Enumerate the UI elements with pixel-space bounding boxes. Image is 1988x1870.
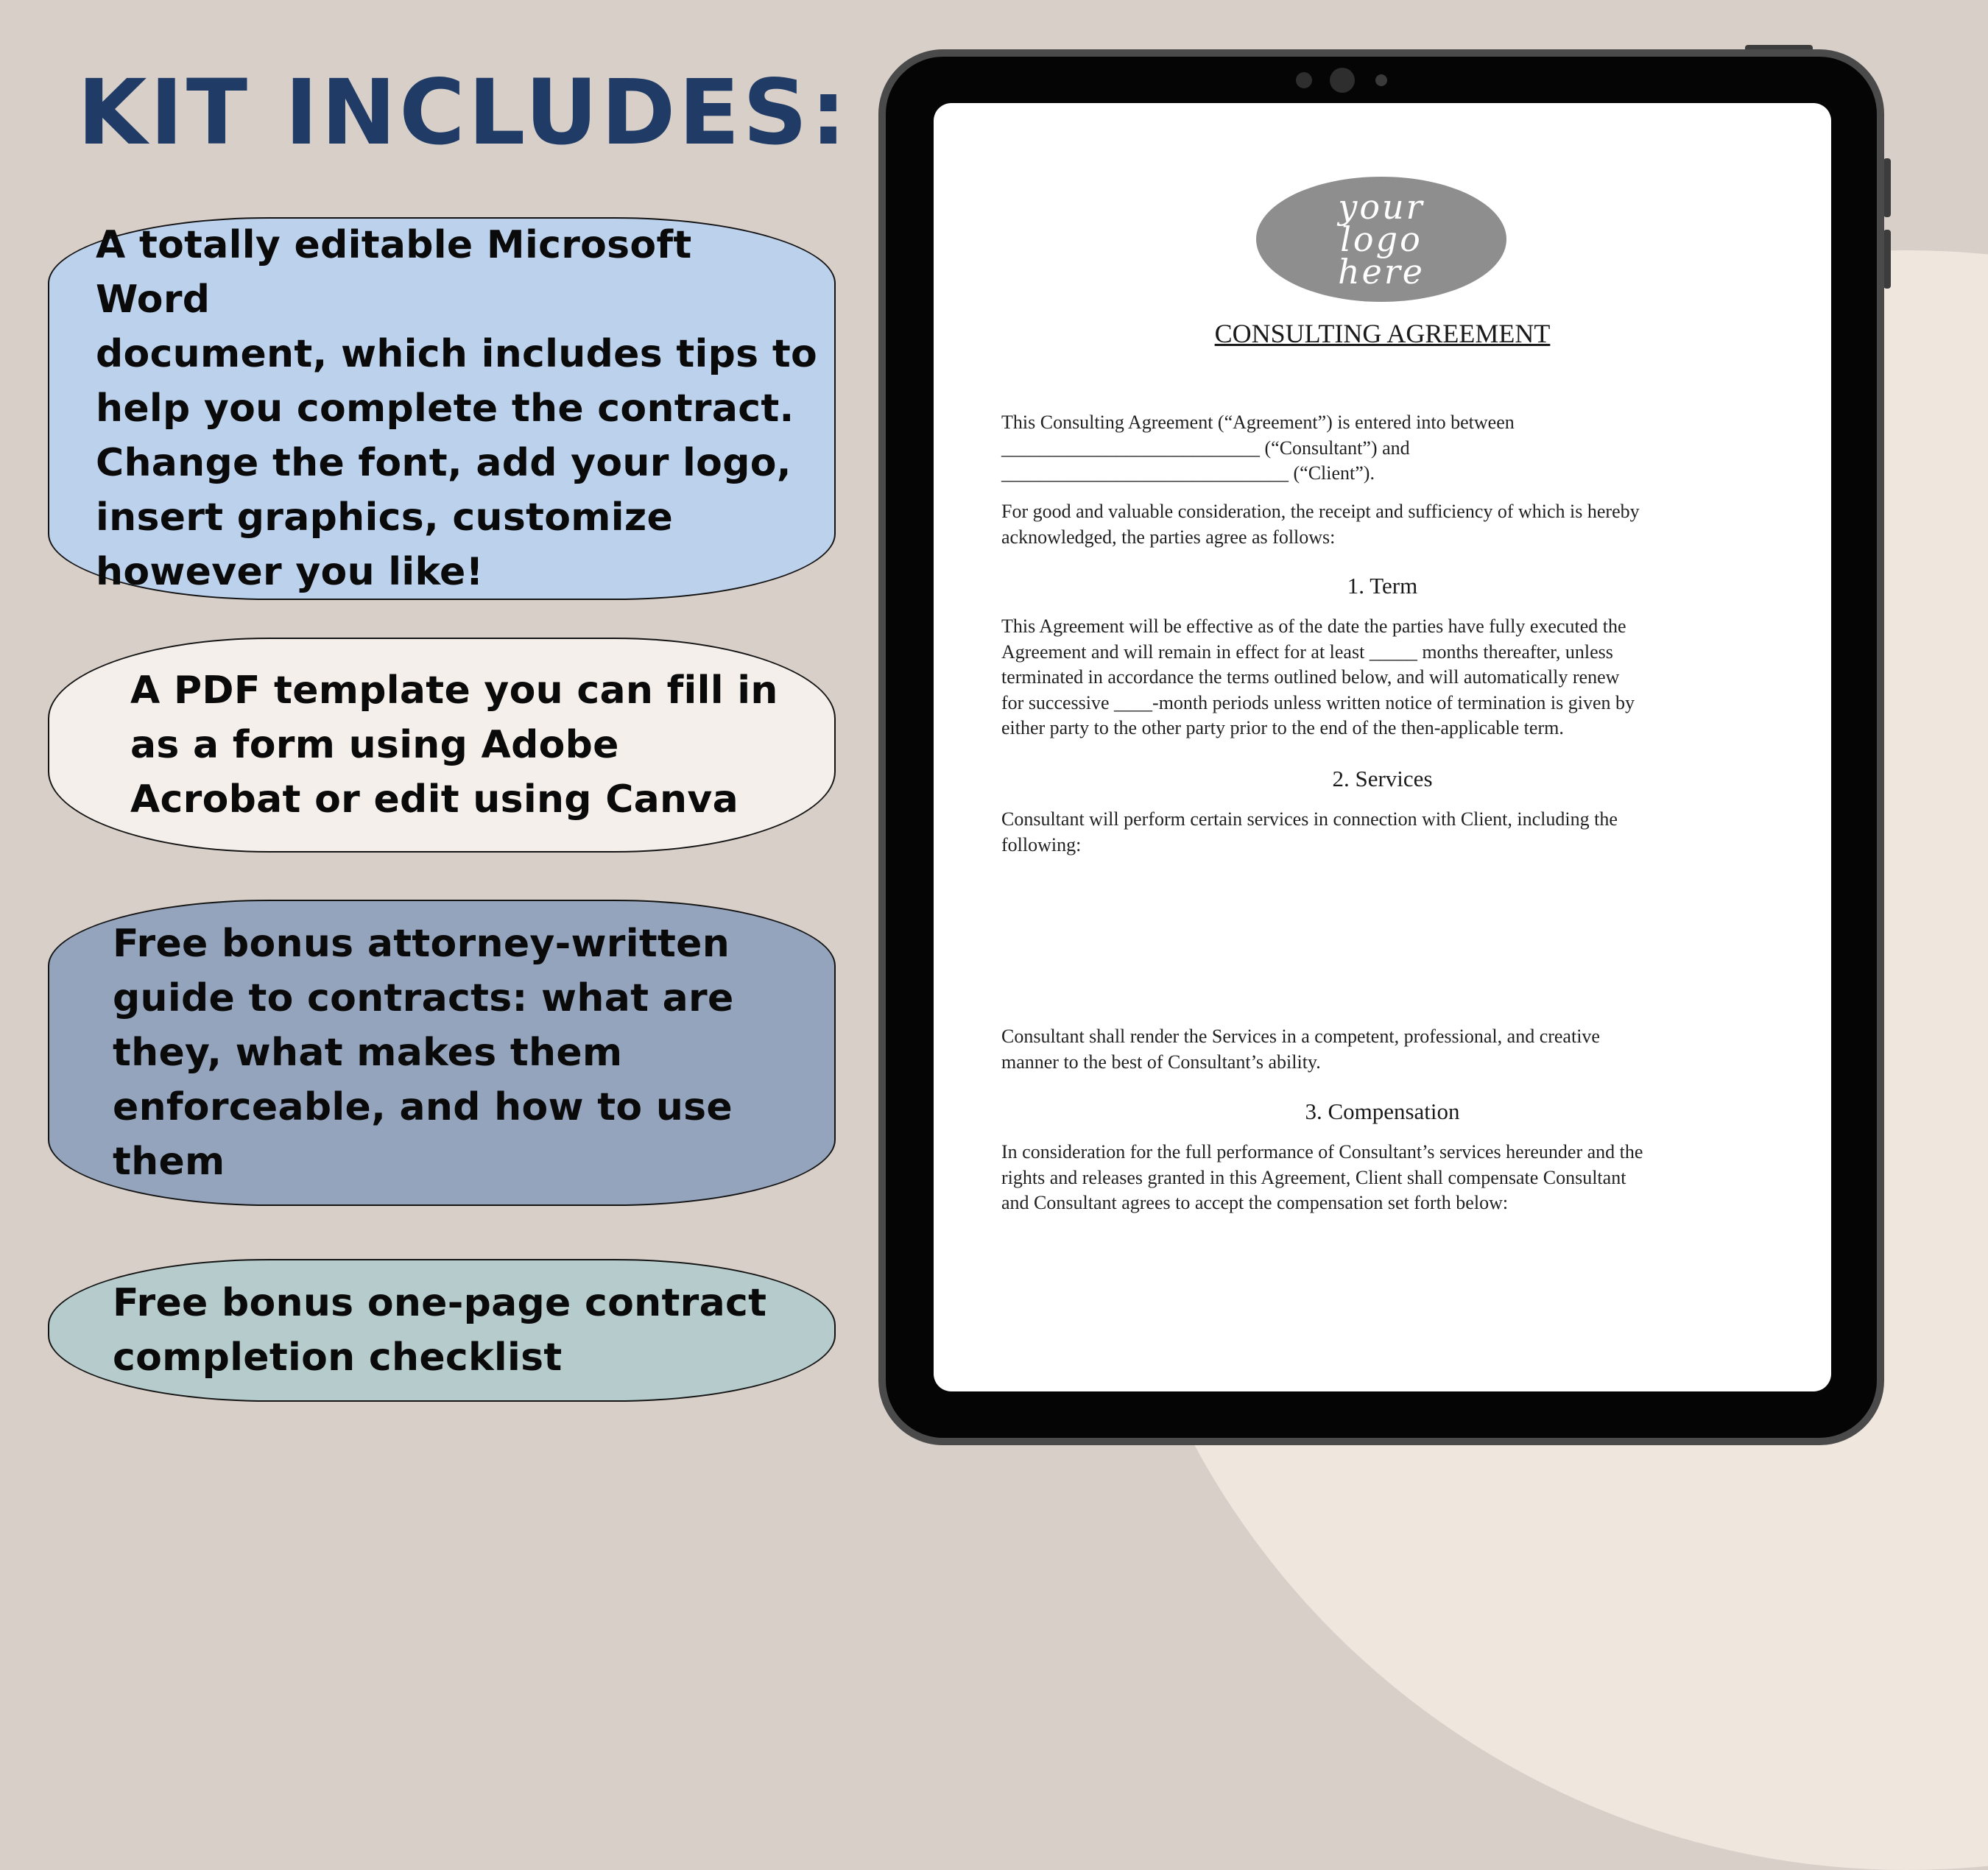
term-paragraph: This Agreement will be effective as of the date the parties have fully executed the Agreement and will remain in effect for at least _____ months thereafter, unless terminated in accordance the terms outlined below, and will automatically renew for successive ____-month periods unless written notice of termination is given by either party to the other party prior to the end of the then-applicable term. bbox=[1001, 615, 1635, 738]
feature-card-bonus-guide bbox=[48, 900, 836, 1206]
feature-card-bonus-checklist bbox=[48, 1259, 836, 1402]
feature-text: Free bonus attorney-written guide to contracts: what are they, what makes them enforceable, and how to use them bbox=[113, 922, 734, 1184]
section-heading-services: 2. Services bbox=[1332, 766, 1433, 791]
tablet-camera-icon bbox=[1330, 68, 1355, 93]
tablet-screen-document bbox=[934, 103, 1831, 1391]
logo-placeholder: your logo here bbox=[1256, 177, 1506, 302]
feature-card-pdf-template bbox=[48, 638, 836, 853]
tablet-light-sensor-icon bbox=[1375, 74, 1387, 86]
services-standard-paragraph: Consultant shall render the Services in a competent, professional, and creative manner to the best of Consultant’s ability. bbox=[1001, 1026, 1600, 1073]
feature-text: A PDF template you can fill in as a form using Adobe Acrobat or edit using Canva bbox=[130, 668, 778, 822]
consideration-paragraph: For good and valuable consideration, the receipt and sufficiency of which is hereby acknowledged, the parties agree as follows: bbox=[1001, 501, 1640, 548]
tablet-volume-down-button bbox=[1883, 230, 1891, 289]
tablet-volume-up-button bbox=[1883, 158, 1891, 217]
feature-text: A totally editable Microsoft Word document, which includes tips to help you complete the contract. Change the font, add your logo, insert graphics, customize however you like! bbox=[96, 223, 818, 594]
headline: KIT INCLUDES: bbox=[77, 60, 850, 165]
services-paragraph: Consultant will perform certain services in connection with Client, including the following: bbox=[1001, 808, 1618, 855]
tablet-sensor-icon bbox=[1296, 72, 1312, 88]
section-heading-term: 1. Term bbox=[1347, 573, 1418, 599]
document-title: CONSULTING AGREEMENT bbox=[1214, 319, 1551, 348]
intro-paragraph: This Consulting Agreement (“Agreement”) is entered into between ___________________________ (“Consultant”) and ______________________________ (“Client”). bbox=[1001, 412, 1515, 484]
feature-text: Free bonus one-page contract completion checklist bbox=[113, 1281, 767, 1380]
section-heading-compensation: 3. Compensation bbox=[1305, 1098, 1460, 1124]
compensation-paragraph: In consideration for the full performance of Consultant’s services hereunder and the rights and releases granted in this Agreement, Client shall compensate Consultant and Consultant agrees to accept the compensation set forth below: bbox=[1001, 1141, 1643, 1213]
feature-card-word-document bbox=[48, 217, 836, 600]
